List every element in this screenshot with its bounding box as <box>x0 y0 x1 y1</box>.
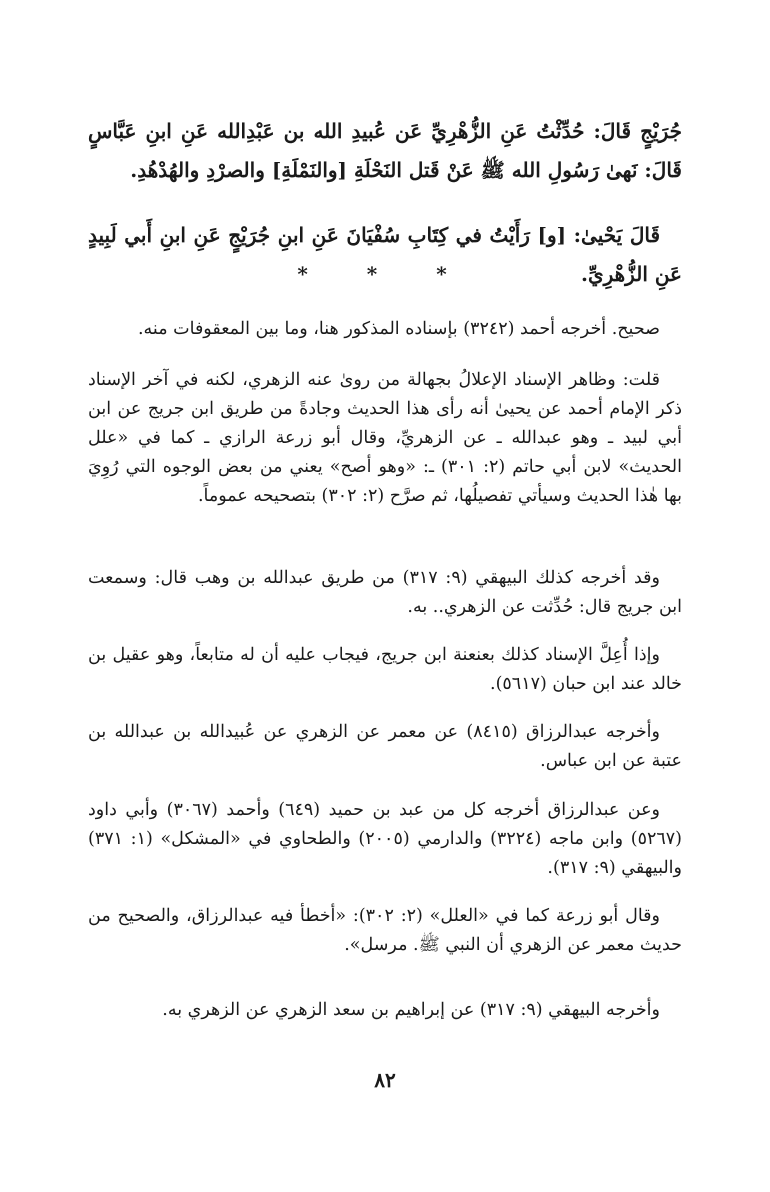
section-separator: * * * <box>297 262 473 286</box>
commentary-paragraph-5: وأخرجه عبدالرزاق (٨٤١٥) عن معمر عن الزهري عن عُبيدالله بن عبدالله بن عتبة عن ابن عباس. <box>88 722 682 771</box>
commentary-paragraph-8: وأخرجه البيهقي (٩: ٣١٧) عن إبراهيم بن سعد الزهري عن الزهري به. <box>162 1000 660 1020</box>
commentary-paragraph-6: وعن عبدالرزاق أخرجه كل من عبد بن حميد (٦٤٩) وأحمد (٣٠٦٧) وأبي داود (٥٢٦٧) وابن ماجه (٣٢٢٤) والدارمي (٢٠٠٥) والطحاوي في «المشكل» (١: ٣٧١) والبيهقي (٩: ٣١٧). <box>88 800 682 878</box>
yahya-note: قَالَ يَحْيىٰ: [و] رَأَيْتُ في كِتَابِ سُفْيَانَ عَنِ ابنِ جُرَيْجٍ عَنِ ابنِ أَبي لَبِيدٍ عَنِ الزُّهْرِيِّ. <box>88 223 682 286</box>
commentary-paragraph-3: وقد أخرجه كذلك البيهقي (٩: ٣١٧) من طريق عبدالله بن وهب قال: وسمعت ابن جريج قال: حُدِّثت عن الزهري.. به. <box>88 568 682 617</box>
commentary-paragraph-4: وإذا أُعِلَّ الإسناد كذلك بعنعنة ابن جريج، فيجاب عليه أن له متابعاً، وهو عقيل بن خالد عند ابن حبان (٥٦١٧). <box>88 645 682 694</box>
commentary-paragraph-2: قلت: وظاهر الإسناد الإعلالُ بجهالة من روىٰ عنه الزهري، لكنه في آخر الإسناد ذكر الإمام أحمد عن يحيىٰ أنه رأى هذا الحديث وجادةً من طريق ابن جريج عن ابن أبي لبيد ـ وهو عبدالله ـ عن الزهريِّ، وقال أبو زرعة الرازي ـ كما في «علل الحديث» لابن أبي حاتم (٢: ٣٠١) ـ: «وهو أصح» يعني من بعض الوجوه التي رُوِيَ بها هٰذا الحديث وسيأتي تفصيلُها، ثم صرَّح (٢: ٣٠٢) بتصحيحه عموماً. <box>88 370 682 506</box>
commentary-paragraph-7: وقال أبو زرعة كما في «العلل» (٢: ٣٠٢): «أخطأ فيه عبدالرزاق، والصحيح من حديث معمر عن الزهري أن النبي ﷺ. مرسل». <box>88 906 682 955</box>
hadith-text: جُرَيْجٍ قَالَ: حُدِّثْتُ عَنِ الزُّهْرِيِّ عَن عُبيدِ الله بن عَبْدِالله عَنِ ابنِ عَبَّاسٍ قَالَ: نَهىٰ رَسُولِ الله ﷺ عَنْ قَتل النَحْلَةِ [والنَمْلَةِ] والصرْدِ والهُدْهُدِ. <box>88 119 682 182</box>
commentary-paragraph-1: صحيح. أخرجه أحمد (٣٢٤٢) بإسناده المذكور هنا، وما بين المعقوفات منه. <box>137 319 660 339</box>
page-number: ٨٢ <box>374 1068 396 1092</box>
